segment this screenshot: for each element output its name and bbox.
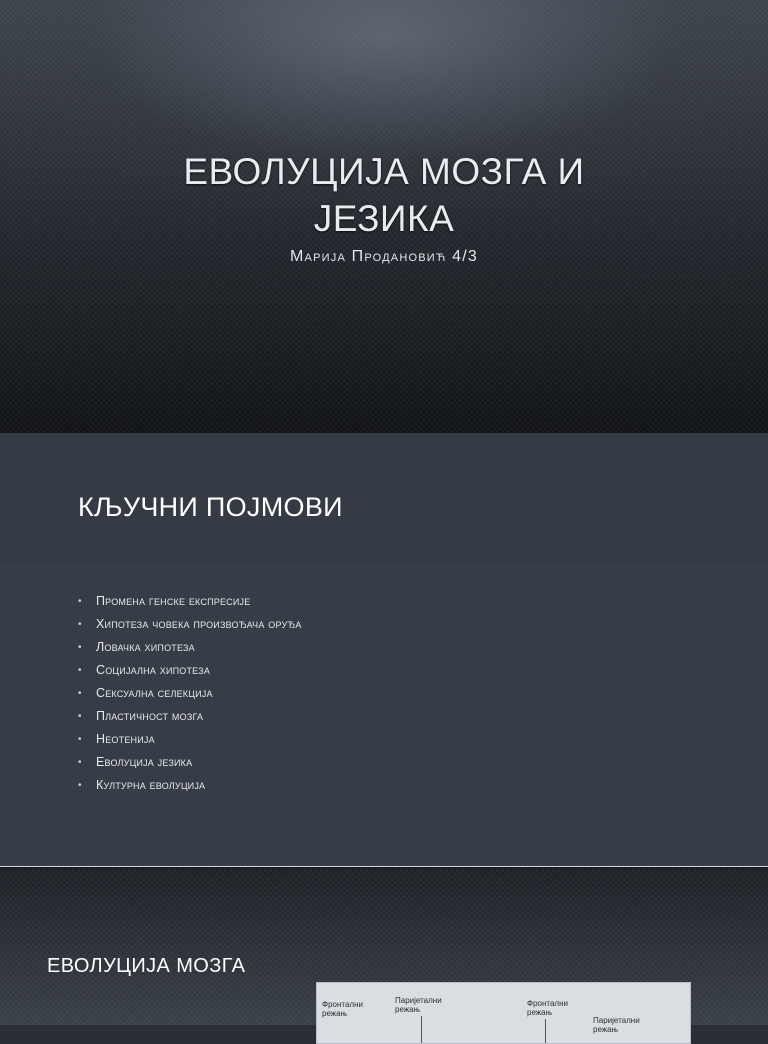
author-subtitle: Марија Продановић 4/3: [290, 248, 478, 265]
title-line-2: ЈЕЗИКА: [313, 198, 455, 239]
list-item: • Хипотеза човека произвођача оруђа: [78, 613, 302, 636]
figure-label-parietal: Паријетални режањ: [395, 996, 442, 1014]
figure-pointer-line: [421, 1016, 422, 1043]
brain-evolution-heading: ЕВОЛУЦИЈА МОЗГА: [47, 955, 246, 977]
list-item: • Сексуална селекција: [78, 682, 302, 705]
figure-label-parietal: Паријетални режањ: [593, 1016, 640, 1034]
key-terms-list: [78, 590, 302, 797]
list-item: • Ловачка хипотеза: [78, 636, 302, 659]
list-item: • Еволуција језика: [78, 751, 302, 774]
title-slide: [0, 0, 768, 433]
title-line-1: ЕВОЛУЦИЈА МОЗГА И: [183, 151, 585, 192]
brain-diagram-image: [316, 982, 691, 1044]
list-item: • Неотенија: [78, 728, 302, 751]
key-terms-body: [0, 563, 768, 866]
key-terms-heading: КЉУЧНИ ПОЈМОВИ: [78, 492, 343, 522]
list-item: • Социјална хипотеза: [78, 659, 302, 682]
presentation-title: [0, 148, 768, 242]
figure-label-frontal: Фронтални режањ: [527, 999, 568, 1017]
figure-pointer-line: [545, 1019, 546, 1043]
list-item: • Пластичност мозга: [78, 705, 302, 728]
key-terms-slide: [0, 433, 768, 866]
list-item: • Промена генске експресије: [78, 590, 302, 613]
brain-evolution-slide: [0, 869, 768, 1034]
figure-label-frontal: Фронтални режањ: [322, 1000, 363, 1018]
key-terms-header: [0, 433, 768, 563]
list-item: • Културна еволуција: [78, 774, 302, 797]
